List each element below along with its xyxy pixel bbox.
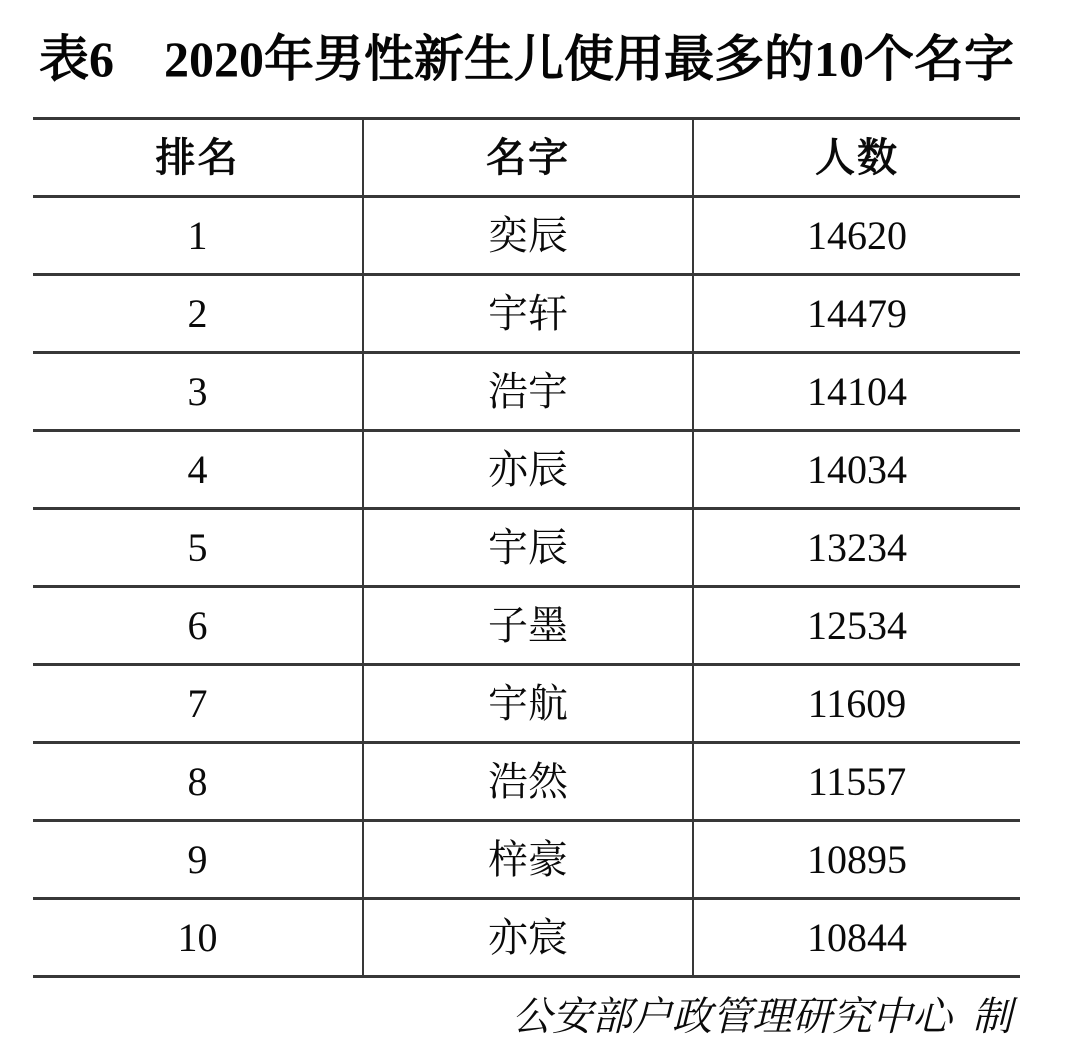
table-row [33,665,1020,743]
rank-cell: 5 [33,509,363,587]
header-row [33,119,1020,197]
name-cell: 宇辰 [363,509,693,587]
header-rank: 排名 [33,119,363,197]
rank-cell: 10 [33,899,363,977]
rank-cell: 8 [33,743,363,821]
name-cell: 奕辰 [363,197,693,275]
rank-cell: 7 [33,665,363,743]
name-cell: 浩宇 [363,353,693,431]
names-table [33,117,1020,978]
count-cell: 14104 [693,353,1020,431]
table-row [33,587,1020,665]
table-row [33,431,1020,509]
rank-cell: 9 [33,821,363,899]
count-cell: 14479 [693,275,1020,353]
count-cell: 11609 [693,665,1020,743]
count-cell: 13234 [693,509,1020,587]
table-row [33,821,1020,899]
name-cell: 子墨 [363,587,693,665]
name-cell: 梓豪 [363,821,693,899]
rank-cell: 4 [33,431,363,509]
count-cell: 14620 [693,197,1020,275]
source-credit: 公安部户政管理研究中心 制 [512,994,1012,1039]
name-cell: 浩然 [363,743,693,821]
table-row [33,197,1020,275]
table-title: 表6 2020年男性新生儿使用最多的10个名字 [39,31,1014,87]
rank-cell: 1 [33,197,363,275]
header-count: 人数 [693,119,1020,197]
rank-cell: 2 [33,275,363,353]
count-cell: 14034 [693,431,1020,509]
name-cell: 宇航 [363,665,693,743]
rank-cell: 6 [33,587,363,665]
name-cell: 亦辰 [363,431,693,509]
name-cell: 宇轩 [363,275,693,353]
table-row [33,743,1020,821]
count-cell: 10844 [693,899,1020,977]
table-row [33,509,1020,587]
table-row [33,275,1020,353]
count-cell: 11557 [693,743,1020,821]
rank-cell: 3 [33,353,363,431]
count-cell: 12534 [693,587,1020,665]
header-name: 名字 [363,119,693,197]
table-row [33,353,1020,431]
table-row [33,899,1020,977]
name-cell: 亦宸 [363,899,693,977]
count-cell: 10895 [693,821,1020,899]
